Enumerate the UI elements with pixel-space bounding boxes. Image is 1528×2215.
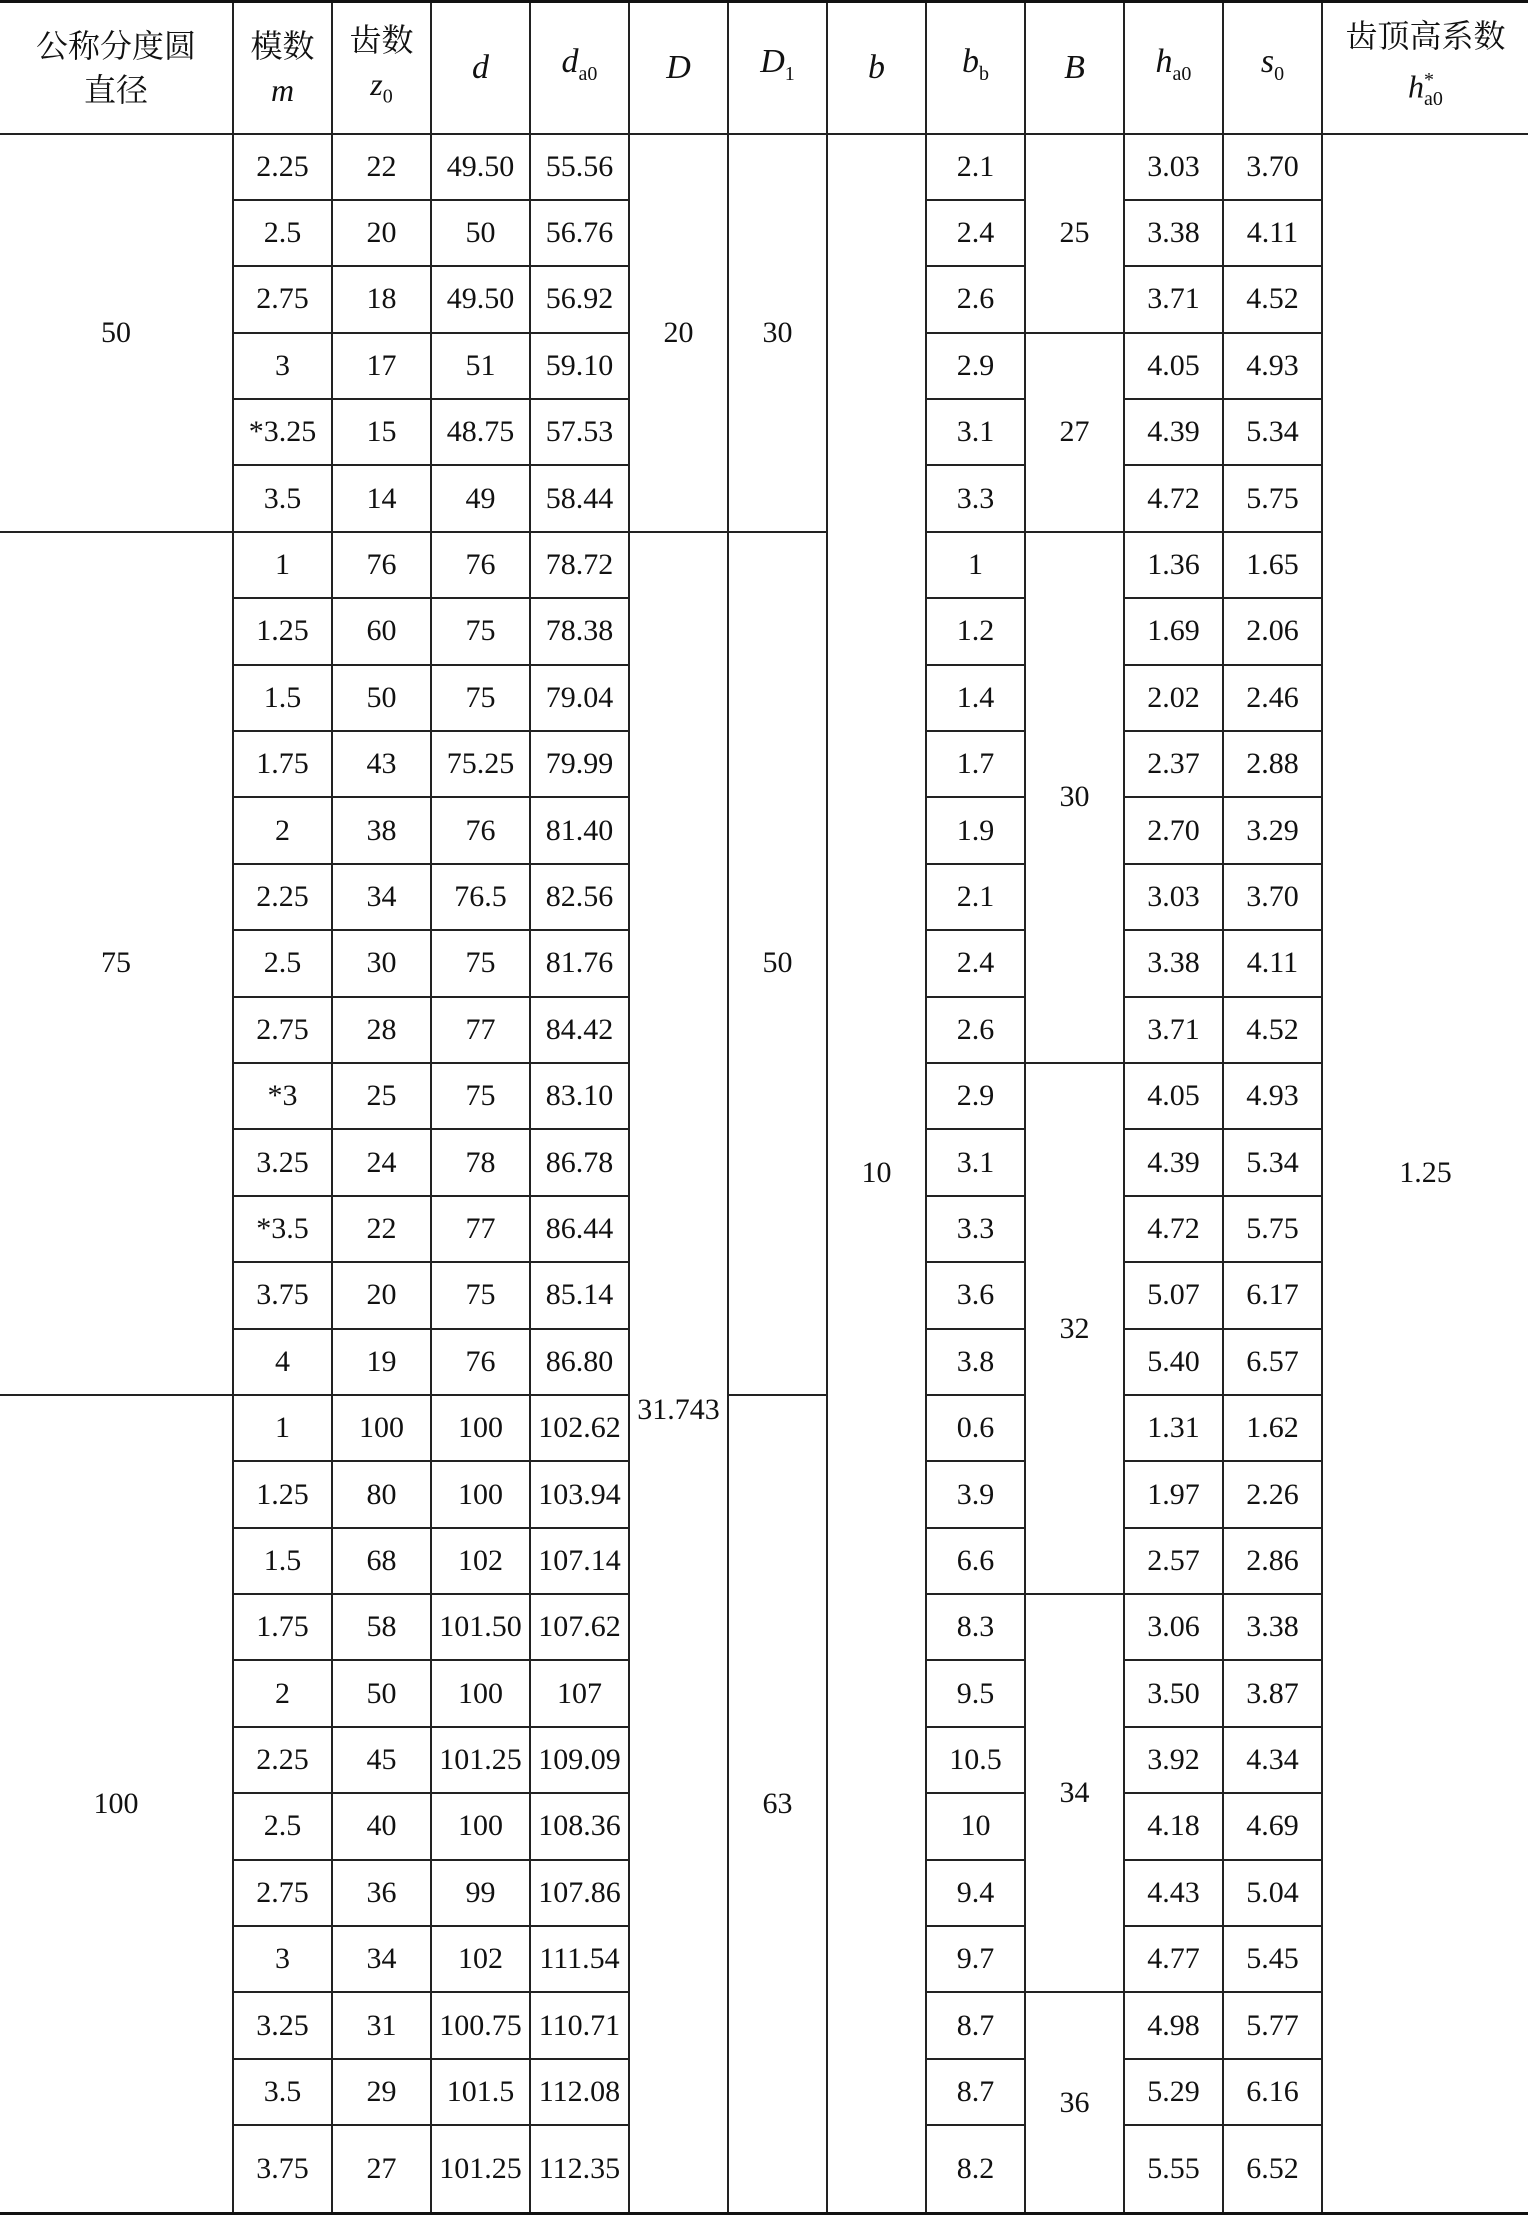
da0-cell: 81.76: [530, 930, 629, 996]
module-cell: 2.25: [233, 864, 332, 930]
table-body: [0, 134, 1528, 2214]
da0-cell: 107: [530, 1660, 629, 1726]
bb-cell: 3.8: [926, 1329, 1025, 1395]
module-cell: 2.25: [233, 1727, 332, 1793]
bb-cell: 3.1: [926, 1129, 1025, 1195]
addendum-coefficient-cell: 1.25: [1322, 134, 1528, 2214]
teeth-cell: 50: [332, 665, 431, 731]
ha0-cell: 2.02: [1124, 665, 1223, 731]
da0-cell: 103.94: [530, 1461, 629, 1527]
ha0-cell: 3.71: [1124, 997, 1223, 1063]
d-cell: 101.5: [431, 2059, 530, 2125]
ha0-cell: 1.36: [1124, 532, 1223, 598]
s0-cell: 3.70: [1223, 864, 1322, 930]
teeth-cell: 24: [332, 1129, 431, 1195]
d-cell: 75: [431, 665, 530, 731]
module-cell: 3.5: [233, 465, 332, 531]
teeth-cell: 17: [332, 333, 431, 399]
d-cell: 76: [431, 1329, 530, 1395]
module-cell: 2: [233, 1660, 332, 1726]
da0-cell: 107.14: [530, 1528, 629, 1594]
teeth-cell: 20: [332, 200, 431, 266]
s0-cell: 5.34: [1223, 1129, 1322, 1195]
s0-cell: 1.62: [1223, 1395, 1322, 1461]
B-cell: 32: [1025, 1063, 1124, 1594]
module-cell: 3: [233, 1926, 332, 1992]
d-cell: 77: [431, 997, 530, 1063]
da0-cell: 112.08: [530, 2059, 629, 2125]
header-D1: $D_1$: [728, 2, 827, 134]
bb-cell: 10.5: [926, 1727, 1025, 1793]
da0-cell: 85.14: [530, 1262, 629, 1328]
bb-cell: 2.1: [926, 864, 1025, 930]
d-cell: 100: [431, 1461, 530, 1527]
s0-cell: 2.86: [1223, 1528, 1322, 1594]
teeth-cell: 76: [332, 532, 431, 598]
teeth-cell: 18: [332, 266, 431, 332]
module-cell: 1.5: [233, 665, 332, 731]
header-B: B: [1025, 2, 1124, 134]
da0-cell: 86.78: [530, 1129, 629, 1195]
module-cell: 3.25: [233, 1129, 332, 1195]
header-ha0: $h_{a0}$: [1124, 2, 1223, 134]
da0-cell: 79.99: [530, 731, 629, 797]
teeth-cell: 50: [332, 1660, 431, 1726]
teeth-cell: 14: [332, 465, 431, 531]
ha0-cell: 2.57: [1124, 1528, 1223, 1594]
bb-cell: 8.7: [926, 1992, 1025, 2058]
da0-cell: 107.86: [530, 1860, 629, 1926]
d-cell: 101.25: [431, 2125, 530, 2213]
module-cell: 3: [233, 333, 332, 399]
s0-cell: 2.88: [1223, 731, 1322, 797]
d-cell: 100: [431, 1395, 530, 1461]
s0-cell: 6.52: [1223, 2125, 1322, 2213]
da0-cell: 78.72: [530, 532, 629, 598]
module-cell: 2.75: [233, 997, 332, 1063]
da0-cell: 81.40: [530, 797, 629, 863]
da0-cell: 56.76: [530, 200, 629, 266]
bb-cell: 2.6: [926, 266, 1025, 332]
d-cell: 75: [431, 1063, 530, 1129]
header-addendum-coefficient: 齿顶高系数 $h^*_{a0}$: [1322, 2, 1528, 134]
s0-cell: 5.04: [1223, 1860, 1322, 1926]
bb-cell: 8.3: [926, 1594, 1025, 1660]
ha0-cell: 4.43: [1124, 1860, 1223, 1926]
teeth-cell: 100: [332, 1395, 431, 1461]
s0-cell: 2.46: [1223, 665, 1322, 731]
da0-cell: 78.38: [530, 598, 629, 664]
d-cell: 50: [431, 200, 530, 266]
teeth-cell: 43: [332, 731, 431, 797]
ha0-cell: 1.97: [1124, 1461, 1223, 1527]
d-cell: 75: [431, 598, 530, 664]
d-cell: 77: [431, 1196, 530, 1262]
d-cell: 76: [431, 797, 530, 863]
header-row: [0, 2, 1528, 134]
bb-cell: 3.6: [926, 1262, 1025, 1328]
diameter-cell: 100: [0, 1395, 233, 2213]
s0-cell: 1.65: [1223, 532, 1322, 598]
module-cell: 4: [233, 1329, 332, 1395]
ha0-cell: 3.50: [1124, 1660, 1223, 1726]
teeth-cell: 60: [332, 598, 431, 664]
d-cell: 49: [431, 465, 530, 531]
D1-cell: 30: [728, 134, 827, 532]
teeth-cell: 38: [332, 797, 431, 863]
ha0-cell: 3.92: [1124, 1727, 1223, 1793]
bb-cell: 0.6: [926, 1395, 1025, 1461]
s0-cell: 4.11: [1223, 930, 1322, 996]
module-cell: 1: [233, 1395, 332, 1461]
bb-cell: 9.4: [926, 1860, 1025, 1926]
table-row: [0, 134, 1528, 200]
teeth-cell: 40: [332, 1793, 431, 1859]
module-cell: 3.75: [233, 2125, 332, 2213]
s0-cell: 5.77: [1223, 1992, 1322, 2058]
d-cell: 76.5: [431, 864, 530, 930]
s0-cell: 3.38: [1223, 1594, 1322, 1660]
teeth-cell: 45: [332, 1727, 431, 1793]
d-cell: 51: [431, 333, 530, 399]
da0-cell: 82.56: [530, 864, 629, 930]
module-cell: 1.25: [233, 1461, 332, 1527]
bb-cell: 2.9: [926, 1063, 1025, 1129]
da0-cell: 109.09: [530, 1727, 629, 1793]
d-cell: 99: [431, 1860, 530, 1926]
ha0-cell: 2.37: [1124, 731, 1223, 797]
bb-cell: 6.6: [926, 1528, 1025, 1594]
teeth-cell: 34: [332, 864, 431, 930]
teeth-cell: 28: [332, 997, 431, 1063]
module-cell: 2.5: [233, 200, 332, 266]
da0-cell: 57.53: [530, 399, 629, 465]
s0-cell: 3.29: [1223, 797, 1322, 863]
d-cell: 48.75: [431, 399, 530, 465]
bb-cell: 1.4: [926, 665, 1025, 731]
s0-cell: 4.93: [1223, 333, 1322, 399]
header-diameter: 公称分度圆 直径: [0, 2, 233, 134]
module-cell: *3: [233, 1063, 332, 1129]
teeth-cell: 58: [332, 1594, 431, 1660]
ha0-cell: 4.05: [1124, 1063, 1223, 1129]
d-cell: 75: [431, 1262, 530, 1328]
teeth-cell: 22: [332, 134, 431, 200]
module-cell: 2.25: [233, 134, 332, 200]
D1-cell: 50: [728, 532, 827, 1395]
ha0-cell: 5.29: [1124, 2059, 1223, 2125]
ha0-cell: 5.07: [1124, 1262, 1223, 1328]
s0-cell: 5.34: [1223, 399, 1322, 465]
ha0-cell: 4.39: [1124, 399, 1223, 465]
module-cell: 1: [233, 532, 332, 598]
da0-cell: 108.36: [530, 1793, 629, 1859]
da0-cell: 56.92: [530, 266, 629, 332]
ha0-cell: 5.40: [1124, 1329, 1223, 1395]
d-cell: 49.50: [431, 266, 530, 332]
teeth-cell: 29: [332, 2059, 431, 2125]
B-cell: 25: [1025, 134, 1124, 333]
teeth-cell: 80: [332, 1461, 431, 1527]
b-cell: 10: [827, 134, 926, 2214]
bb-cell: 3.9: [926, 1461, 1025, 1527]
s0-cell: 2.06: [1223, 598, 1322, 664]
header-module: 模数 m: [233, 2, 332, 134]
da0-cell: 59.10: [530, 333, 629, 399]
s0-cell: 4.52: [1223, 997, 1322, 1063]
d-cell: 75.25: [431, 731, 530, 797]
bb-cell: 2.4: [926, 200, 1025, 266]
diameter-cell: 75: [0, 532, 233, 1395]
d-cell: 49.50: [431, 134, 530, 200]
d-cell: 102: [431, 1528, 530, 1594]
B-cell: 36: [1025, 1992, 1124, 2213]
da0-cell: 58.44: [530, 465, 629, 531]
ha0-cell: 3.06: [1124, 1594, 1223, 1660]
D1-cell: 63: [728, 1395, 827, 2213]
module-cell: 1.75: [233, 1594, 332, 1660]
d-cell: 102: [431, 1926, 530, 1992]
ha0-cell: 3.03: [1124, 134, 1223, 200]
D-cell: 31.743: [629, 532, 728, 2213]
module-cell: 2.5: [233, 930, 332, 996]
bb-cell: 9.7: [926, 1926, 1025, 1992]
bb-cell: 1.2: [926, 598, 1025, 664]
da0-cell: 86.80: [530, 1329, 629, 1395]
teeth-cell: 31: [332, 1992, 431, 2058]
d-cell: 75: [431, 930, 530, 996]
teeth-cell: 36: [332, 1860, 431, 1926]
ha0-cell: 4.72: [1124, 1196, 1223, 1262]
bb-cell: 1.9: [926, 797, 1025, 863]
module-cell: 2.75: [233, 266, 332, 332]
s0-cell: 4.11: [1223, 200, 1322, 266]
header-bb: $b_b$: [926, 2, 1025, 134]
s0-cell: 4.34: [1223, 1727, 1322, 1793]
ha0-cell: 4.39: [1124, 1129, 1223, 1195]
teeth-cell: 34: [332, 1926, 431, 1992]
header-b: b: [827, 2, 926, 134]
s0-cell: 3.70: [1223, 134, 1322, 200]
s0-cell: 3.87: [1223, 1660, 1322, 1726]
da0-cell: 107.62: [530, 1594, 629, 1660]
bb-cell: 8.7: [926, 2059, 1025, 2125]
bb-cell: 8.2: [926, 2125, 1025, 2213]
da0-cell: 84.42: [530, 997, 629, 1063]
da0-cell: 83.10: [530, 1063, 629, 1129]
teeth-cell: 19: [332, 1329, 431, 1395]
s0-cell: 5.75: [1223, 1196, 1322, 1262]
module-cell: 2.5: [233, 1793, 332, 1859]
module-cell: *3.5: [233, 1196, 332, 1262]
D-cell: 20: [629, 134, 728, 532]
bb-cell: 2.1: [926, 134, 1025, 200]
ha0-cell: 4.72: [1124, 465, 1223, 531]
bb-cell: 2.4: [926, 930, 1025, 996]
ha0-cell: 3.38: [1124, 200, 1223, 266]
teeth-cell: 15: [332, 399, 431, 465]
module-cell: *3.25: [233, 399, 332, 465]
table-row: [0, 1395, 1528, 1461]
bb-cell: 1.7: [926, 731, 1025, 797]
da0-cell: 79.04: [530, 665, 629, 731]
ha0-cell: 4.98: [1124, 1992, 1223, 2058]
d-cell: 100: [431, 1793, 530, 1859]
da0-cell: 112.35: [530, 2125, 629, 2213]
s0-cell: 6.17: [1223, 1262, 1322, 1328]
ha0-cell: 3.38: [1124, 930, 1223, 996]
module-cell: 1.5: [233, 1528, 332, 1594]
s0-cell: 6.16: [1223, 2059, 1322, 2125]
da0-cell: 102.62: [530, 1395, 629, 1461]
header-D: D: [629, 2, 728, 134]
da0-cell: 110.71: [530, 1992, 629, 2058]
d-cell: 100.75: [431, 1992, 530, 2058]
teeth-cell: 30: [332, 930, 431, 996]
bb-cell: 3.3: [926, 465, 1025, 531]
bb-cell: 1: [926, 532, 1025, 598]
s0-cell: 4.69: [1223, 1793, 1322, 1859]
da0-cell: 111.54: [530, 1926, 629, 1992]
bb-cell: 10: [926, 1793, 1025, 1859]
s0-cell: 5.45: [1223, 1926, 1322, 1992]
ha0-cell: 1.69: [1124, 598, 1223, 664]
table-row: [0, 532, 1528, 598]
d-cell: 76: [431, 532, 530, 598]
header-da0: $d_{a0}$: [530, 2, 629, 134]
s0-cell: 2.26: [1223, 1461, 1322, 1527]
da0-cell: 55.56: [530, 134, 629, 200]
bb-cell: 9.5: [926, 1660, 1025, 1726]
ha0-cell: 5.55: [1124, 2125, 1223, 2213]
bb-cell: 2.9: [926, 333, 1025, 399]
ha0-cell: 4.05: [1124, 333, 1223, 399]
d-cell: 78: [431, 1129, 530, 1195]
d-cell: 101.25: [431, 1727, 530, 1793]
ha0-cell: 3.71: [1124, 266, 1223, 332]
module-cell: 1.25: [233, 598, 332, 664]
module-cell: 3.5: [233, 2059, 332, 2125]
teeth-cell: 22: [332, 1196, 431, 1262]
da0-cell: 86.44: [530, 1196, 629, 1262]
header-d: d: [431, 2, 530, 134]
ha0-cell: 3.03: [1124, 864, 1223, 930]
teeth-cell: 25: [332, 1063, 431, 1129]
s0-cell: 6.57: [1223, 1329, 1322, 1395]
ha0-cell: 4.18: [1124, 1793, 1223, 1859]
s0-cell: 4.52: [1223, 266, 1322, 332]
header-teeth: 齿数 $z_0$: [332, 2, 431, 134]
B-cell: 27: [1025, 333, 1124, 532]
bb-cell: 3.3: [926, 1196, 1025, 1262]
teeth-cell: 27: [332, 2125, 431, 2213]
header-s0: $s_0$: [1223, 2, 1322, 134]
module-cell: 2: [233, 797, 332, 863]
diameter-cell: 50: [0, 134, 233, 532]
teeth-cell: 68: [332, 1528, 431, 1594]
d-cell: 100: [431, 1660, 530, 1726]
B-cell: 34: [1025, 1594, 1124, 1992]
teeth-cell: 20: [332, 1262, 431, 1328]
ha0-cell: 4.77: [1124, 1926, 1223, 1992]
B-cell: 30: [1025, 532, 1124, 1063]
bb-cell: 2.6: [926, 997, 1025, 1063]
ha0-cell: 1.31: [1124, 1395, 1223, 1461]
s0-cell: 5.75: [1223, 465, 1322, 531]
s0-cell: 4.93: [1223, 1063, 1322, 1129]
module-cell: 3.75: [233, 1262, 332, 1328]
ha0-cell: 2.70: [1124, 797, 1223, 863]
module-cell: 3.25: [233, 1992, 332, 2058]
module-cell: 1.75: [233, 731, 332, 797]
bb-cell: 3.1: [926, 399, 1025, 465]
d-cell: 101.50: [431, 1594, 530, 1660]
module-cell: 2.75: [233, 1860, 332, 1926]
